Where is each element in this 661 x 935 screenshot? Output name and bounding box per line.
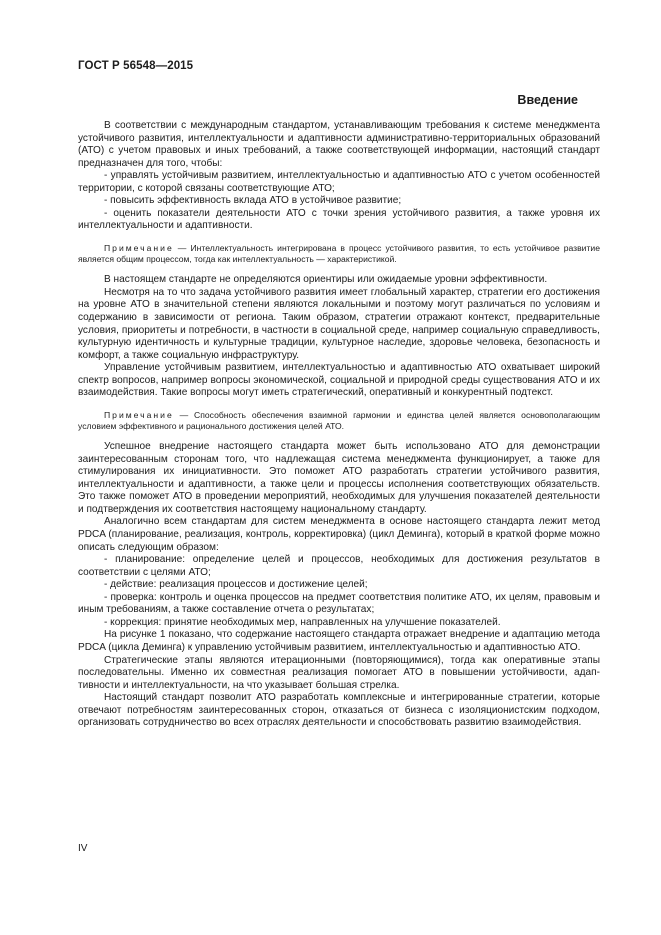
note-text: Интеллектуальность интегрирована в процесс устойчивого развития, то есть устойчивое развитие является общим процессом, тогда как интеллектуальность — характеристикой. [78,242,600,265]
note-text: Способность обеспечения взаимной гармонии и единства целей является основополагающим условием эффективного и рационального достижения целей АТО. [78,409,600,431]
list-item: - повысить эффективность вклада АТО в устойчивое развитие; [104,195,402,207]
list-item: - управлять устойчивым развитием, интеллектуальностью и адаптивностью АТО с учетом особенностей территории, с которой связаны соответствующие АТО; [78,170,600,194]
list-item: - проверка: контроль и оценка процессов на предмет соответствия политике АТО, их целям, правовым и иным требованиям, а также составление отчета о результатах; [78,591,600,616]
note [78,243,600,265]
section-title: Введение [517,93,578,107]
note-dash: — [173,409,195,420]
note-dash: — [173,242,191,253]
paragraph: На рисунке 1 показано, что содержание настоящего стандарта отражает внедрение и адаптацию метода PDCA (цикла Деминга) к управлению устойчивым развитием, интеллектуальностью и адаптивностью АТО. [78,629,600,653]
paragraph: Аналогично всем стандартам для систем менеджмента в основе настоящего стандарта лежит метод PDCA (планирование, реализация, контроль, корректировка) (цикл Деминга), который в краткой форме можно описать следующим образом: [78,516,600,553]
paragraph: В настоящем стандарте не определяются ориентиры или ожидаемые уровни эффективности. [104,274,548,286]
note-label: Примечание [104,242,174,253]
paragraph: Настоящий стандарт позволит АТО разработать комплексные и интегрированные стратегии, которые отвечают потребностям заинтересованных сторон, отказаться от бизнеса с изоляционистским подходом, организовать сотрудничество во всех отраслях деятельности и способствовать развитию взаимодействия. [78,692,600,729]
list-item: - оценить показатели деятельности АТО с точки зрения устойчивого развития, а также уровня их интеллектуальности и адаптивности. [78,207,600,232]
paragraph: Несмотря на то что задача устойчивого развития имеет глобальный характер, стратегии его достижения на уровне АТО в значительной степени являются локальными и поэтому могут различаться по условиям и содержанию в зависимости от региона. Таким образом, стратегии отражают контекст, предварительные условия, приоритеты и потребности, в частности в социальной среде, например социальную справедливость, культурную идентичность и культурные традиции, культурное наследие, здоровье человека, безопасность и комфорт, а также социальную инфраструктуру. [78,286,600,361]
page-number: IV [78,843,88,854]
intro-paragraph: В соответствии с международным стандартом, устанавливающим требования к системе менеджмента устойчивого развития, интеллектуальности и адаптивности административно-территориальных образований (АТО) с учетом правовых и иных требований, а также соответствующей информации, настоящий стандарт предназначен для того, чтобы: [78,120,600,169]
document-body [78,120,600,730]
paragraph: Управление устойчивым развитием, интеллектуальностью и адаптивностью АТО охватывает широкий спектр вопросов, например вопросы экономической, социальной и природной среды существования АТО и их взаимодействия. Такие вопросы могут иметь стратегический, оперативный и конкурентный подтекст. [78,362,600,399]
paragraph: Успешное внедрение настоящего стандарта может быть использовано АТО для демонстрации заинтересованным сторонам того, что надлежащая система менеджмента функционирует, а также для стимулирования их инициативности. Это поможет АТО разработать стратегии устойчивого развития, интеллектуальности и адаптивности, а также цели и процессы исполнения соответствующих обязательств. Это также поможет АТО в проведении мероприятий, необходимых для улучшения показателей деятельности и подтверждения их соответствия настоящему национальному стандарту. [78,441,600,515]
note-label: Примечание [104,409,174,420]
list-item: - коррекция: принятие необходимых мер, направленных на улучшение показателей. [104,616,501,628]
note [78,410,600,432]
list-item: - планирование: определение целей и процессов, необходимых для достижения результатов в соответствии с целями АТО; [78,554,600,578]
paragraph: Стратегические этапы являются итерационными (повторяющимися), тогда как оперативные этапы последовательны. Именно их совместная реализация помогает АТО в повышении устойчивости, адаптивности и интеллектуальности, на что указывает большая стрелка. [78,654,600,691]
standard-header: ГОСТ Р 56548—2015 [78,60,194,72]
list-item: - действие: реализация процессов и достижение целей; [104,579,368,591]
